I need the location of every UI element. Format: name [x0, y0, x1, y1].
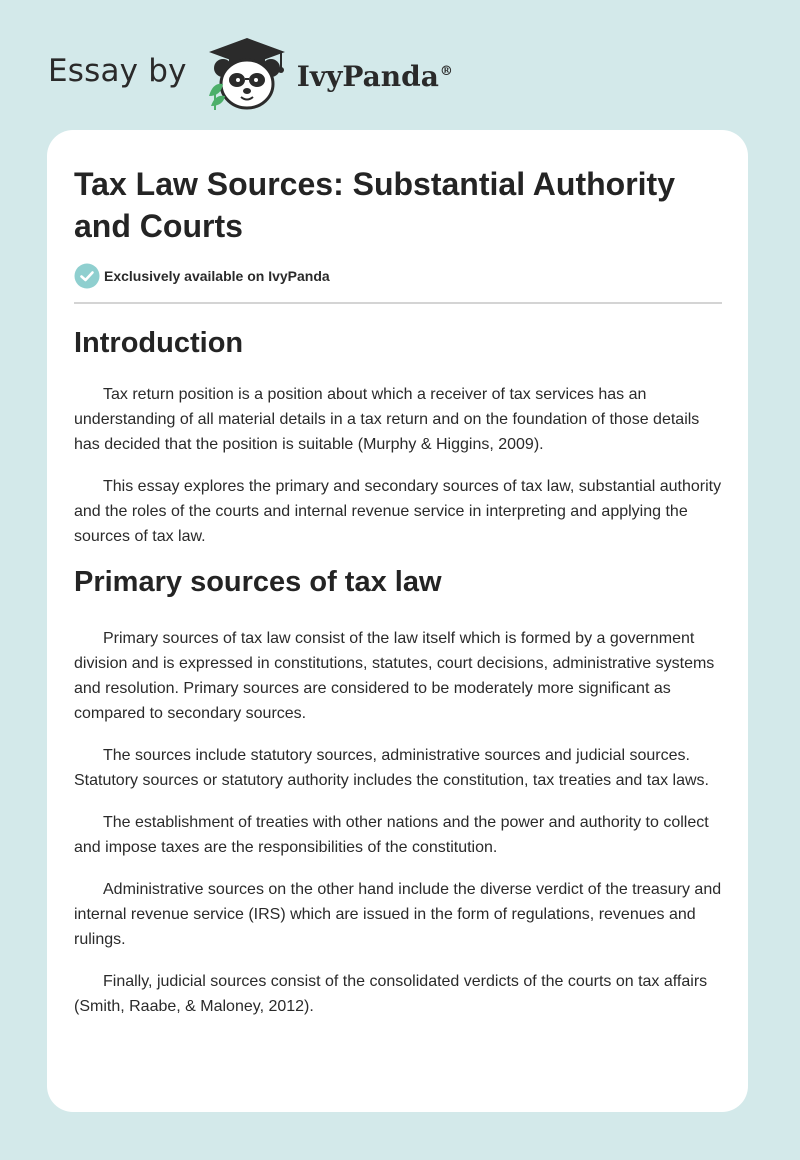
paragraph: The sources include statutory sources, administrative sources and judicial sources. Statutory sources or statutory authority includes the constitution, tax treaties and tax laws.: [74, 747, 709, 789]
page-title: Tax Law Sources: Substantial Authority and Courts: [74, 166, 675, 244]
badge-text: Exclusively available on IvyPanda: [104, 268, 330, 284]
paragraph: Primary sources of tax law consist of the law itself which is formed by a government division and is expressed in constitutions, statutes, court decisions, administrative systems and resolution. Primary sources are considered to be moderately more significant as compared to secondary sources.: [74, 630, 715, 722]
title-divider: [74, 302, 722, 304]
paragraph: Finally, judicial sources consist of the consolidated verdicts of the courts on tax affairs (Smith, Raabe, & Maloney, 2012).: [74, 973, 708, 1015]
paragraph: This essay explores the primary and secondary sources of tax law, substantial authority and the roles of the courts and internal revenue service in interpreting and applying the sources of tax law.: [74, 478, 722, 545]
brand-prefix: Essay by: [48, 53, 187, 89]
paragraph: Tax return position is a position about which a receiver of tax services has an understanding of all material details in a tax return and on the foundation of those details has decided that the position is suitable (Murphy & Higgins, 2009).: [74, 386, 700, 453]
section-heading-introduction: Introduction: [74, 327, 244, 359]
essay-card: [47, 130, 748, 1112]
essay-content: [74, 322, 726, 1036]
exclusive-badge: [74, 263, 330, 289]
section-heading-primary-sources: Primary sources of tax law: [74, 566, 442, 598]
check-circle-icon: [74, 263, 100, 289]
paragraph: Administrative sources on the other hand include the diverse verdict of the treasury and internal revenue service (IRS) which are issued in the form of regulations, revenues and rulings.: [74, 881, 722, 948]
panda-graduate-logo-icon: [201, 34, 293, 114]
site-brand[interactable]: [48, 34, 453, 114]
registered-mark: ®: [439, 64, 453, 80]
brand-name-text: IvyPanda: [296, 59, 439, 93]
paragraph: The establishment of treaties with other nations and the power and authority to collect and impose taxes are the responsibilities of the constitution.: [74, 814, 709, 856]
brand-name: [297, 60, 453, 93]
